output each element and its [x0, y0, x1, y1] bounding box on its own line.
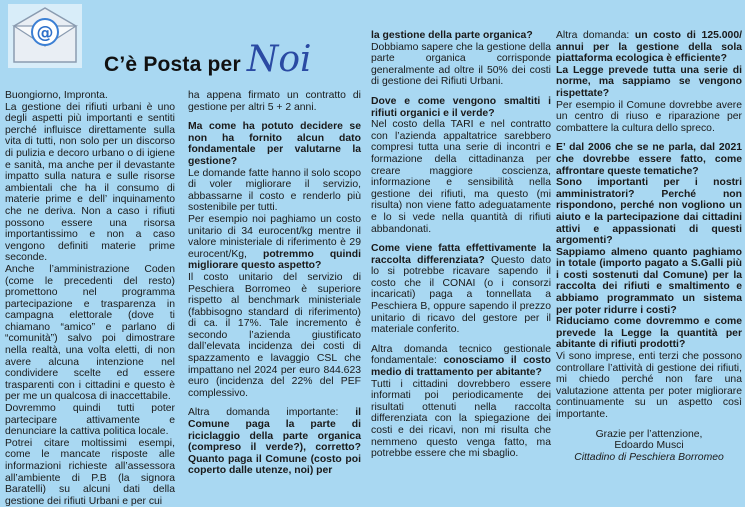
closing-line: Grazie per l’attenzione, — [595, 428, 703, 440]
column-2 — [188, 90, 361, 477]
at-sign: @ — [36, 23, 54, 43]
column-1 — [5, 90, 175, 507]
question-text: conosciamo il costo medio di trattamento per abitante? — [371, 355, 551, 379]
paragraph-text: Questo dato lo si potrebbe ricavare sapendo il costo che il CONAI (o i consorzi incaricati) paga a tonnellata a Peschiera B, oppure sapendo il prezzo unitario di ricavo del gestore per il materiale conferito. — [371, 254, 551, 336]
paragraph — [188, 407, 361, 477]
question — [371, 243, 551, 336]
paragraph: La gestione dei rifiuti urbani è uno degli aspetti più importanti e sentiti perché influisce direttamente sulla vita di tutti, non solo per un discorso di pulizia e decoro urbano o di igiene e sanità, ma anche per il devastante impatto sulla natura e sulle risorse ambientali che ha il consumo di materie prime e dell’ inquinamento che ne deriva. Non a caso i rifiuti possono essere una risorsa importantissimo e non a caso vengono definiti materie prime seconde. — [5, 101, 175, 264]
question-text: E’ dal 2006 che se ne parla, dal 2021 che dovrebbe essere fatto, come affrontare queste tematiche? — [556, 142, 742, 177]
paragraph: Le domande fatte hanno il solo scopo di voler migliorare il servizio, abbassarne il costo e renderlo più sostenibile per tutti. — [188, 167, 361, 214]
paragraph: Potrei citare moltissimi esempi, come le mancate risposte alle informazioni richieste all’assessora all’ambiente di P.B (la signora Baratelli) su alcuni dati della gestione dei rifiuti Urbani e per cui — [5, 437, 175, 507]
author-title — [556, 452, 742, 464]
paragraph-text: Per esempio noi paghiamo un costo unitario di 34 eurocent/kg mentre il valore ministeriale di riferimento è 29 eurocent/Kg, — [188, 213, 361, 260]
question-text: Come viene fatta effettivamente la raccolta differenziata? — [371, 243, 551, 266]
paragraph — [188, 214, 361, 272]
question — [556, 142, 742, 177]
paragraph: Anche l’amministrazione Coden (come le precedenti del resto) promettono nel programma partecipazione e trasparenza in campagna elettorale (dove ti chiamano “amico” e parlano di “comunità”) salvo poi dimostrare nella realtà, una volta eletti, di non avere alcuna intenzione nel condividere scelte ed essere trasparenti con i cittadini e questo è per me un qualcosa di inaccettabile. — [5, 263, 175, 403]
paragraph: Nel costo della TARI e nel contratto con l’azienda appaltatrice sarebbero compresi tutta una serie di incontri e formazione della cittadinanza per creare maggiore coscienza, informazione e sensibilità nella gestione dei rifiuti, ma questo (mi risulta) non viene fatto adeguatamente e lo si vede nella quantità di rifiuti abbandonati. — [371, 119, 551, 235]
column-4 — [556, 30, 743, 463]
paragraph — [371, 344, 551, 379]
question-text: un costo di 125.000/ annui per la gestione della sola piattaforma ecologica è efficiente? — [556, 30, 743, 65]
paragraph: Dovremmo quindi tutti poter partecipare attivamente e denunciare la cattiva politica locale. — [5, 403, 175, 438]
paragraph: Per esempio il Comune dovrebbe avere un centro di riuso e riparazione per combattere la cultura dello spreco. — [556, 99, 742, 134]
paragraph-text: Altra domanda: — [556, 30, 635, 41]
masthead-brand: Noi — [246, 39, 312, 80]
question-text: Dove e come vengono smaltiti i rifiuti organici e il verde? — [371, 95, 551, 119]
question — [556, 247, 742, 317]
question — [188, 121, 361, 167]
paragraph: ha appena firmato un contratto di gestione per altri 5 + 2 anni. — [188, 90, 361, 113]
question-text: Sappiamo almeno quanto paghiamo in totale (importo pagato a S.Galli più i costi sostenuti dal Comune) per la raccolta dei rifiuti e smaltimento e abbiamo programmato un sistema per poter ridurre i costi? — [556, 246, 742, 316]
masthead — [104, 39, 344, 82]
question — [556, 65, 742, 100]
author-name: Edoardo Musci — [614, 440, 684, 452]
greeting: Buongiorno, Impronta. — [5, 90, 108, 101]
question — [371, 30, 551, 42]
paragraph-text: Altra domanda importante: — [188, 407, 356, 419]
question — [556, 177, 742, 247]
masthead-title: C’è Posta per — [104, 53, 241, 76]
question — [371, 96, 551, 119]
paragraph — [556, 30, 742, 65]
question-text: La Legge prevede tutta una serie di norme, ma sappiamo se vengono rispettate? — [556, 64, 742, 99]
envelope-at-icon — [8, 4, 82, 68]
question-text: Ma come ha potuto decidere se non ha fornito alcun dato fondamentale per valutarne la gestione? — [188, 121, 361, 167]
question-text: la gestione della parte organica? — [371, 30, 533, 41]
question — [556, 316, 742, 351]
paragraph-text: Altra domanda tecnico gestionale fondamentale: — [371, 343, 551, 367]
signature-block — [556, 429, 742, 464]
question-text: Sono importanti per i nostri amministratori? Perché non rispondono, perché non vogliono un aiuto e la partecipazione dai cittadini attivi e appassionati di questi argomenti? — [556, 177, 742, 247]
author-title-text: Cittadino di Peschiera Borromeo — [574, 451, 724, 463]
question-text: potremmo quindi migliorare questo aspetto? — [188, 248, 361, 272]
paragraph: Dobbiamo sapere che la gestione della parte organica corrisponde generalmente ad oltre il 50% dei costi di gestione dei Rifiuti Urbani. — [371, 41, 551, 88]
paragraph: Il costo unitario del servizio di Peschiera Borromeo è superiore rispetto al benchmark ministeriale (fabbisogno standard di riferimento) di ca. il 17%. Tale incremento è secondo l’azienda giustificato dall’elevata incidenza dei costi di spazzamento e lavaggio CSL che impattano nel 2024 per euro 844.623 euro (incidenza del 22% del PEF complessivo. — [188, 271, 361, 399]
question-text: Riduciamo come dovremmo e come prevede la Legge la quantità per abitante di rifiuti prodotti? — [556, 316, 742, 351]
paragraph: Vi sono imprese, enti terzi che possono controllare l’attività di gestione dei rifiuti, mi chiedo perché non fare una valutazione attenta per poter migliorare continuamente su un aspetto così importante. — [556, 351, 742, 420]
column-3 — [371, 30, 551, 460]
question-text: il Comune paga la parte di riciclaggio della parte organica (compreso il verde?), corretto? Quanto paga il Comune (costo poi coperto dalle utenze, noi) per — [188, 407, 361, 477]
paragraph: Tutti i cittadini dovrebbero essere informati poi periodicamente dei risultati ottenuti nella raccolta differenziata con la spiegazione dei costi e dei ricavi, non mi risulta che nemmeno questo venga fatto, ma potrebbe essere che mi sbaglio. — [371, 378, 551, 460]
